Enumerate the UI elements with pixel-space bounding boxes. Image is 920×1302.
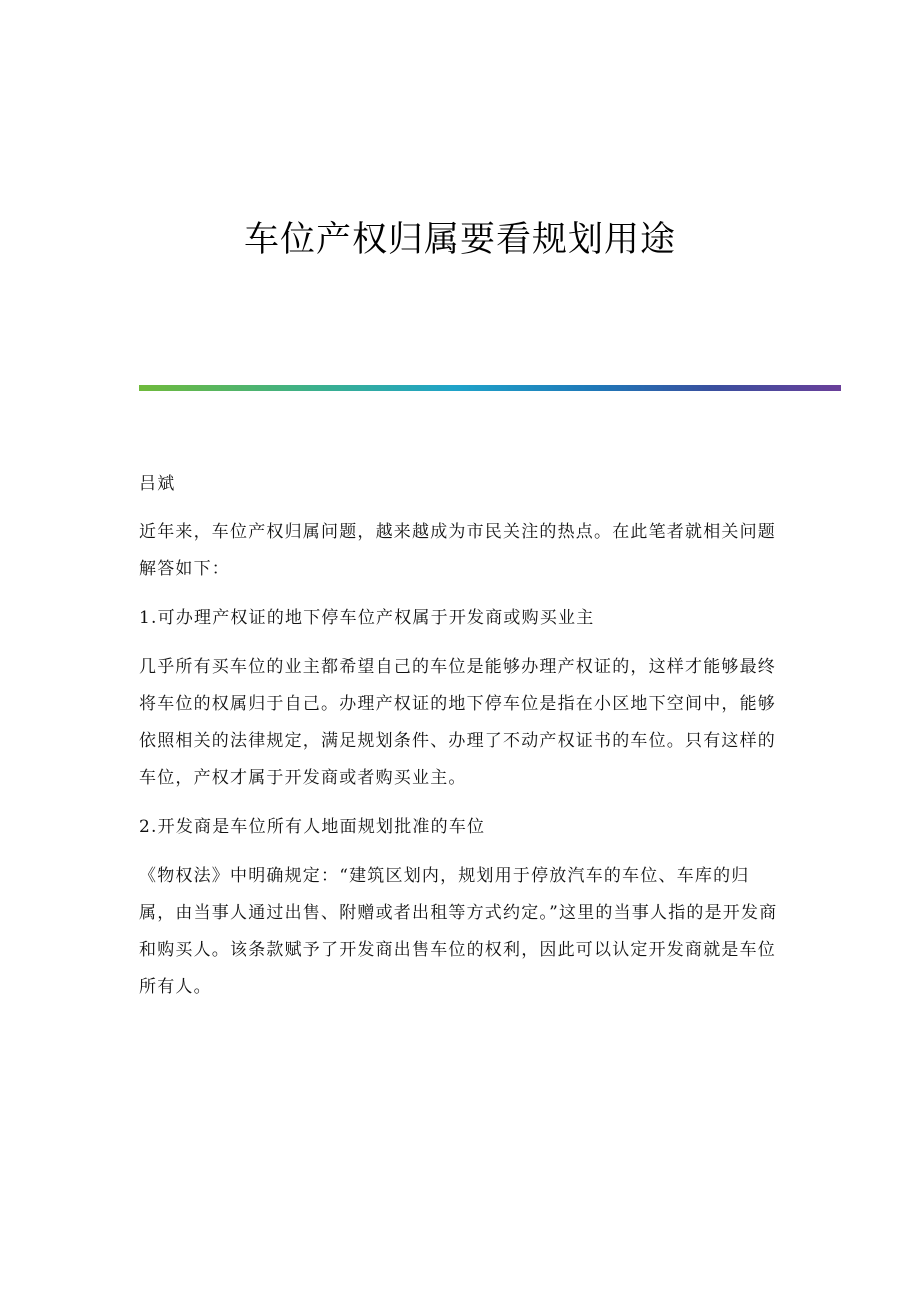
document-title: 车位产权归属要看规划用途 (243, 220, 676, 260)
document-body (139, 466, 779, 1018)
paragraph-section-2: 《物权法》中明确规定：“建筑区划内，规划用于停放汽车的车位、车库的归属，由当事人通过出售、附赠或者出租等方式约定。”这里的当事人指的是开发商和购买人。该条款赋予了开发商出售车位的权利，因此可以认定开发商就是车位所有人。 (139, 866, 778, 997)
author-name: 吕斌 (139, 474, 176, 494)
paragraph-section-1: 几乎所有买车位的业主都希望自己的车位是能够办理产权证的，这样才能够最终将车位的权属归于自己。办理产权证的地下停车位是指在小区地下空间中，能够依照相关的法律规定，满足规划条件、办理了不动产权证书的车位。只有这样的车位，产权才属于开发商或者购买业主。 (139, 657, 776, 788)
section-heading-1: 1.可办理产权证的地下停车位产权属于开发商或购买业主 (139, 608, 595, 628)
section-heading-2: 2.开发商是车位所有人地面规划批准的车位 (139, 817, 486, 837)
paragraph-intro: 近年来，车位产权归属问题，越来越成为市民关注的热点。在此笔者就相关问题解答如下： (139, 522, 776, 579)
gradient-divider (139, 385, 841, 391)
